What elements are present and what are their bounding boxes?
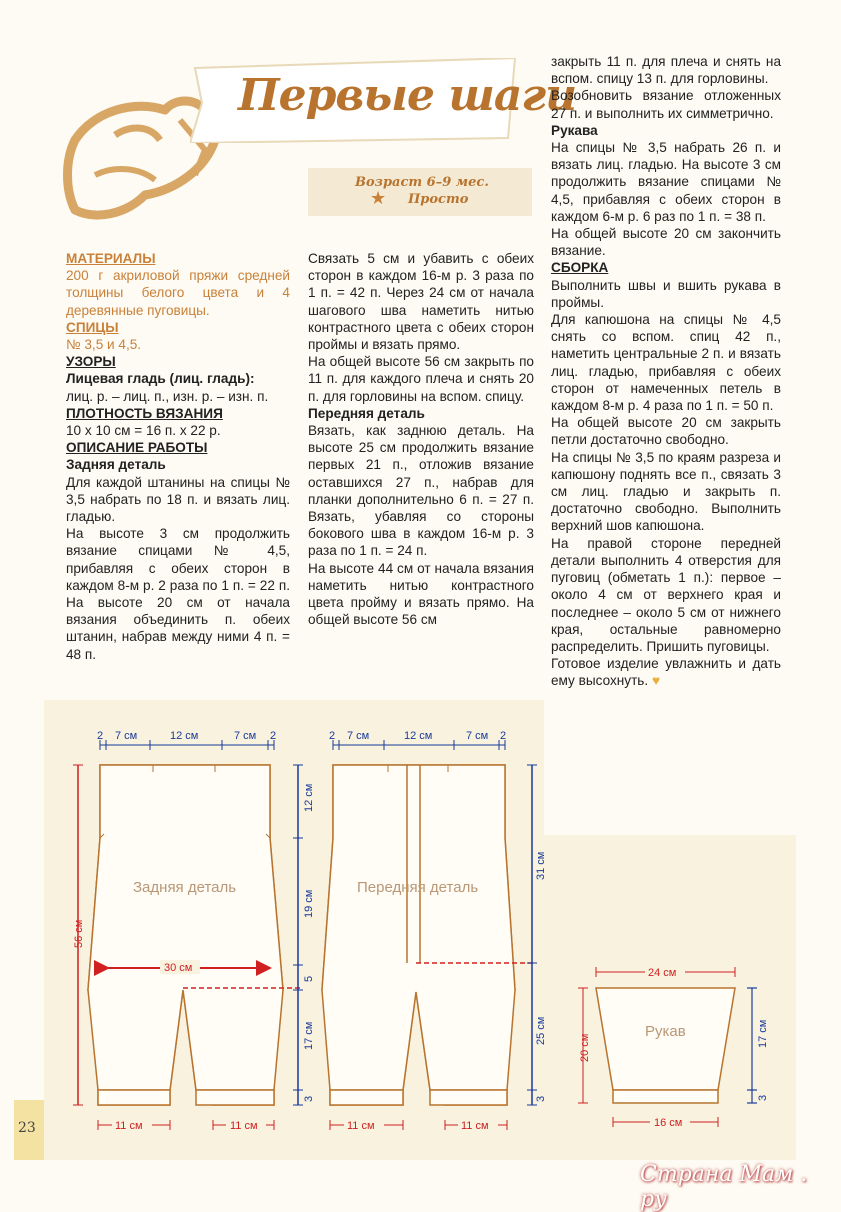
dim-top-2b: 2 <box>270 730 277 742</box>
description-heading: ОПИСАНИЕ РАБОТЫ <box>66 440 208 456</box>
page-number-tab <box>14 1100 44 1160</box>
sleeve-shape <box>596 988 735 1103</box>
dim-top-7d: 7 см <box>466 730 489 742</box>
dim-top-7a: 7 см <box>115 730 138 742</box>
difficulty-label: Просто <box>408 192 469 207</box>
col3-text-6: Для капюшона на спицы № 4,5 снять со вспом. спиц 42 п., наметить центральные 2 п. и вязать лиц. гладью, прибавляя с обеих сторон от намеченных петель в каждом 8-м р. 4 раза по 1 п. = 50 п. <box>551 312 781 414</box>
dim-top-2a: 2 <box>97 730 104 742</box>
front-piece-label: Передняя деталь <box>357 879 479 896</box>
back-heading: Задняя деталь <box>66 457 166 473</box>
dim-back-width: 30 см <box>164 962 193 974</box>
page-title: Первые шаги <box>238 70 577 121</box>
materials-text: 200 г акриловой пряжи средней толщины белого цвета и 4 деревянные пуговицы. <box>66 268 290 318</box>
col3-text-10: Готовое изделие увлажнить и дать ему высохнуть. <box>551 656 781 689</box>
star-icon: ★ <box>370 188 387 208</box>
col3-text-3: На спицы № 3,5 набрать 26 п. и вязать лиц. гладью. На высоте 3 см продолжить вязание спицами № 4,5, прибавляя с обеих сторон в каждом 6-м р. 6 раз по 1 п. = 38 п. <box>551 140 781 224</box>
dim-sleeve-left: 20 см <box>579 1033 591 1062</box>
dim-top-2c: 2 <box>329 730 336 742</box>
front-piece-shape <box>322 765 515 1105</box>
patterns-heading: УЗОРЫ <box>66 354 116 370</box>
dim-top-7c: 7 см <box>347 730 370 742</box>
pattern-name: Лицевая гладь (лиц. гладь): <box>66 371 255 387</box>
back-piece-label: Задняя деталь <box>133 879 237 896</box>
dim-front-31: 31 см <box>535 851 547 880</box>
sleeve-heading: Рукава <box>551 122 598 138</box>
dim-top-12b: 12 см <box>404 730 433 742</box>
col2-text-1: Связать 5 см и убавить с обеих сторон в каждом 16-м р. 3 раза по 1 п. = 42 п. Через 24 см от начала шагового шва наметить нитью контрастного цвета с обеих сторон проймы и вязать прямо. <box>308 251 534 353</box>
age-label: Возраст 6–9 мес. <box>355 175 489 190</box>
dim-top-12: 12 см <box>170 730 199 742</box>
dim-seg-19: 19 см <box>303 889 315 918</box>
dim-sleeve-3: 3 <box>757 1094 769 1101</box>
col2-text-3: Вязать, как заднюю деталь. На высоте 25 см продолжить вязание первых 21 п., отложив вязание оставшихся 27 п., набрав для планки дополнительно 6 п. = 27 п. Вязать, убавляя со стороны бокового шва в каждом 16-м р. 3 раза по 1 п. = 24 п. <box>308 423 534 559</box>
col2-text-2: На общей высоте 56 см закрыть по 11 п. для каждого плеча и снять 20 п. для горловины на вспом. спицу. <box>308 354 534 404</box>
dim-back-height: 56 см <box>73 919 85 948</box>
front-heading: Передняя деталь <box>308 405 425 421</box>
col3-text-5: Выполнить швы и вшить рукава в проймы. <box>551 277 781 310</box>
dim-seg-5: 5 <box>303 975 315 982</box>
col3-text-8: На спицы № 3,5 по краям разреза и капюшону поднять все п., связать 3 см лиц. гладью и закрыть п. достаточно свободно. Выполнить верхний шов капюшона. <box>551 449 781 534</box>
dim-leg-2: 11 см <box>230 1120 258 1132</box>
dim-top-7b: 7 см <box>234 730 257 742</box>
assembly-heading: СБОРКА <box>551 260 609 276</box>
dim-seg-3: 3 <box>303 1095 315 1102</box>
dim-leg-4: 11 см <box>461 1120 489 1132</box>
back-text-2: На высоте 3 см продолжить вязание спицами № 4,5, прибавляя с обеих сторон в каждом 8-м р. 2 раза по 1 п. = 22 п. На высоте 20 см от начала вязания объединить п. обеих штанин, набрав между ними 4 п. = 48 п. <box>66 526 290 662</box>
dim-front-25: 25 см <box>535 1016 547 1045</box>
needles-heading: СПИЦЫ <box>66 319 119 335</box>
heart-icon: ♥ <box>651 673 661 689</box>
density-text: 10 x 10 см = 16 п. x 22 р. <box>66 423 221 439</box>
dim-top-2d: 2 <box>500 730 507 742</box>
dim-sleeve-top: 24 см <box>648 967 677 979</box>
page-number: 23 <box>18 1120 36 1136</box>
col3-text-2: Возобновить вязание отложенных 27 п. и выполнить их симметрично. <box>551 88 781 121</box>
col2-text-4: На высоте 44 см от начала вязания наметить нитью контрастного цвета пройму и вязать прямо. На общей высоте 56 см <box>308 560 534 628</box>
dim-leg-1: 11 см <box>115 1120 143 1132</box>
dim-seg-12: 12 см <box>303 783 315 812</box>
col3-text-7: На общей высоте 20 см закрыть петли достаточно свободно. <box>551 415 781 448</box>
needles-text: № 3,5 и 4,5. <box>66 337 142 353</box>
pattern-desc: лиц. р. – лиц. п., изн. р. – изн. п. <box>66 388 269 404</box>
col3-text-4: На общей высоте 20 см закончить вязание. <box>551 226 781 259</box>
sleeve-label: Рукав <box>645 1023 686 1040</box>
col3-text-1: закрыть 11 п. для плеча и снять на вспом. спицу 13 п. для горловины. <box>551 54 781 87</box>
dim-leg-3: 11 см <box>347 1120 375 1132</box>
dim-front-3: 3 <box>535 1095 547 1102</box>
back-piece-shape <box>88 765 283 1105</box>
dim-sleeve-bottom: 16 см <box>654 1117 683 1129</box>
density-heading: ПЛОТНОСТЬ ВЯЗАНИЯ <box>66 405 223 421</box>
dim-seg-17: 17 см <box>303 1021 315 1050</box>
materials-heading: МАТЕРИАЛЫ <box>66 251 156 266</box>
col3-text-9: На правой стороне передней детали выполнить 4 отверстия для пуговиц (обметать 1 п.): первое – около 4 см от верхнего края и последнее – около 5 см от нижнего края, остальные равномерно распределить. Пришить пуговицы. <box>551 535 781 654</box>
back-text-1: Для каждой штанины на спицы № 3,5 набрать по 18 п. и вязать лиц. гладью. <box>66 474 290 525</box>
dim-sleeve-right: 17 см <box>757 1019 769 1048</box>
watermark: Страна Мам . ру <box>640 1162 808 1212</box>
